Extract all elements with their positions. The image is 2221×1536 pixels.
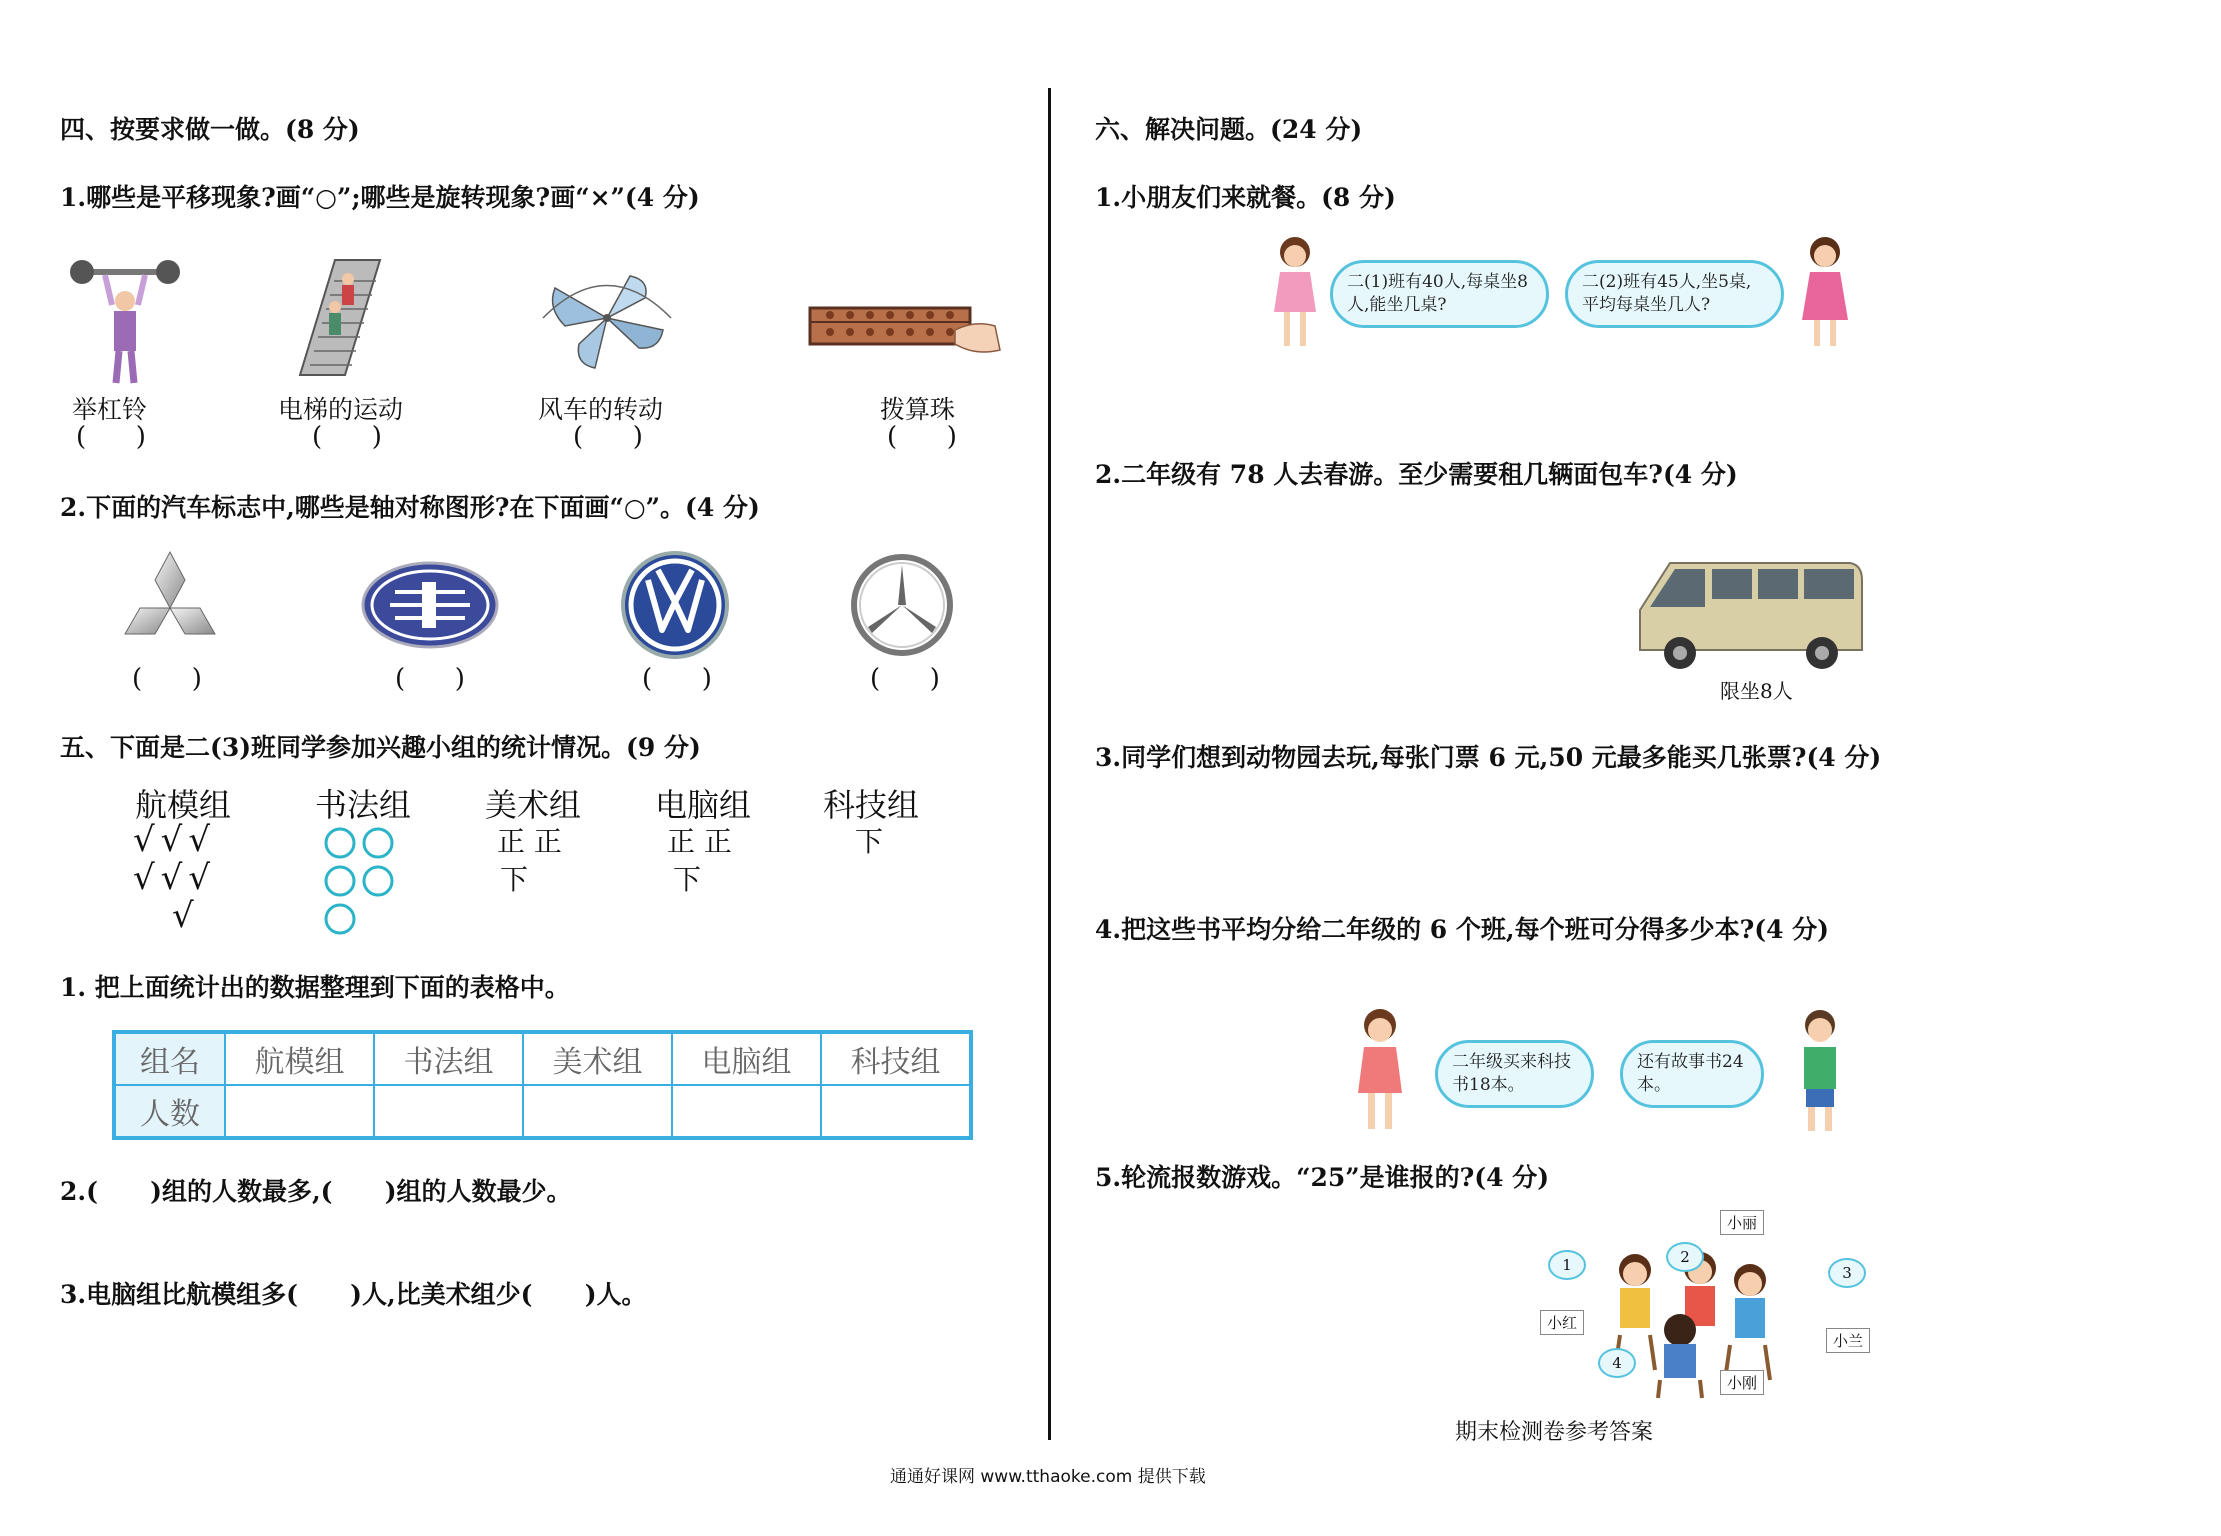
table-header-cell: 人数 bbox=[114, 1085, 225, 1138]
answer-blank[interactable]: ( ) bbox=[870, 664, 940, 694]
answer-cell[interactable] bbox=[225, 1085, 374, 1138]
counting-game-illustration bbox=[1520, 1210, 1880, 1410]
speech-bubble: 二(2)班有45人,坐5桌,平均每桌坐几人? bbox=[1565, 260, 1784, 328]
barbell-lifter-illustration bbox=[70, 255, 180, 385]
tally-checks-row: √√√ bbox=[133, 858, 216, 898]
footer-source: 通通好课网 www.tthaoke.com 提供下载 bbox=[890, 1467, 1206, 1487]
sub-question-1: 1. 把上面统计出的数据整理到下面的表格中。 bbox=[60, 973, 570, 1002]
answer-cell[interactable] bbox=[374, 1085, 523, 1138]
table-header-cell: 电脑组 bbox=[672, 1032, 821, 1085]
mitsubishi-logo bbox=[100, 550, 240, 660]
speech-bubble: 二(1)班有40人,每桌坐8人,能坐几桌? bbox=[1330, 260, 1549, 328]
name-tag: 小兰 bbox=[1826, 1328, 1870, 1353]
faw-logo bbox=[360, 560, 500, 650]
answer-blank[interactable]: ( ) bbox=[642, 664, 712, 694]
tally-checks-row: √ bbox=[172, 896, 200, 936]
answer-blank[interactable]: ( ) bbox=[395, 664, 465, 694]
question-2: 2.下面的汽车标志中,哪些是轴对称图形?在下面画“○”。(4 分) bbox=[60, 493, 760, 522]
answer-blank[interactable]: ( ) bbox=[132, 664, 202, 694]
group-header-diannao: 电脑组 bbox=[655, 786, 752, 824]
group-header-keji: 科技组 bbox=[823, 786, 920, 824]
mercedes-logo bbox=[850, 553, 955, 658]
tally-checks-row: √√√ bbox=[133, 820, 216, 860]
name-tag: 小丽 bbox=[1720, 1210, 1764, 1235]
answer-blank[interactable]: ( ) bbox=[312, 422, 382, 452]
table-header-cell: 科技组 bbox=[821, 1032, 971, 1085]
column-divider bbox=[1048, 88, 1051, 1440]
table-header-cell: 美术组 bbox=[523, 1032, 672, 1085]
table-row bbox=[114, 1085, 971, 1138]
table-header-cell: 组名 bbox=[114, 1032, 225, 1085]
sub-question-3: 3.电脑组比航模组多( )人,比美术组少( )人。 bbox=[60, 1280, 647, 1309]
problem-3: 3.同学们想到动物园去玩,每张门票 6 元,50 元最多能买几张票?(4 分) bbox=[1095, 743, 1882, 772]
stat-table bbox=[112, 1030, 973, 1140]
item-label-barbell: 举杠铃 bbox=[72, 395, 148, 424]
girl-illustration bbox=[1350, 1005, 1410, 1135]
sub-question-2: 2.( )组的人数最多,( )组的人数最少。 bbox=[60, 1177, 572, 1206]
tally-zheng-row: 正 正 bbox=[667, 825, 732, 858]
answer-cell[interactable] bbox=[523, 1085, 672, 1138]
group-header-hangmo: 航模组 bbox=[135, 786, 232, 824]
answer-cell[interactable] bbox=[821, 1085, 971, 1138]
problem-2: 2.二年级有 78 人去春游。至少需要租几辆面包车?(4 分) bbox=[1095, 460, 1738, 489]
answer-blank[interactable]: ( ) bbox=[573, 422, 643, 452]
tally-circles-shufa bbox=[322, 826, 402, 946]
answer-blank[interactable]: ( ) bbox=[76, 422, 146, 452]
section4-title: 四、按要求做一做。(8 分) bbox=[60, 115, 360, 144]
question-1: 1.哪些是平移现象?画“○”;哪些是旋转现象?画“×”(4 分) bbox=[60, 183, 700, 212]
item-label-abacus: 拨算珠 bbox=[880, 395, 956, 424]
answer-cell[interactable] bbox=[672, 1085, 821, 1138]
name-tag: 小刚 bbox=[1720, 1370, 1764, 1395]
name-tag: 小红 bbox=[1540, 1310, 1584, 1335]
pinwheel-illustration bbox=[535, 268, 680, 378]
group-header-meishu: 美术组 bbox=[485, 786, 582, 824]
number-bubble: 3 bbox=[1828, 1258, 1866, 1288]
group-header-shufa: 书法组 bbox=[315, 786, 412, 824]
answer-blank[interactable]: ( ) bbox=[887, 422, 957, 452]
number-bubble: 1 bbox=[1548, 1250, 1586, 1280]
problem-4: 4.把这些书平均分给二年级的 6 个班,每个班可分得多少本?(4 分) bbox=[1095, 915, 1830, 944]
abacus-illustration bbox=[805, 300, 1005, 362]
van-caption: 限坐8人 bbox=[1720, 679, 1793, 703]
item-label-pinwheel: 风车的转动 bbox=[538, 395, 664, 424]
tally-zheng-row: 下 bbox=[500, 863, 529, 896]
girl-illustration bbox=[1270, 232, 1320, 352]
volkswagen-logo bbox=[620, 550, 730, 660]
table-header-cell: 书法组 bbox=[374, 1032, 523, 1085]
van-illustration bbox=[1630, 555, 1865, 675]
tally-zheng-row: 正 正 bbox=[497, 825, 562, 858]
speech-bubble: 二年级买来科技书18本。 bbox=[1435, 1040, 1594, 1108]
tally-zheng-row: 下 bbox=[855, 825, 884, 858]
section5-title: 五、下面是二(3)班同学参加兴趣小组的统计情况。(9 分) bbox=[60, 733, 701, 762]
boy-illustration bbox=[1790, 1005, 1850, 1135]
table-row bbox=[114, 1032, 971, 1085]
tally-zheng-row: 下 bbox=[673, 863, 702, 896]
table-header-cell: 航模组 bbox=[225, 1032, 374, 1085]
number-bubble: 2 bbox=[1666, 1242, 1704, 1272]
problem-5: 5.轮流报数游戏。“25”是谁报的?(4 分) bbox=[1095, 1163, 1550, 1192]
speech-bubble: 还有故事书24本。 bbox=[1620, 1040, 1764, 1108]
number-bubble: 4 bbox=[1598, 1348, 1636, 1378]
section6-title: 六、解决问题。(24 分) bbox=[1095, 115, 1363, 144]
escalator-illustration bbox=[290, 255, 385, 380]
item-label-escalator: 电梯的运动 bbox=[278, 395, 404, 424]
problem-1: 1.小朋友们来就餐。(8 分) bbox=[1095, 183, 1396, 212]
girl-illustration bbox=[1800, 232, 1850, 352]
answer-key-note: 期末检测卷参考答案 bbox=[1455, 1420, 1654, 1445]
